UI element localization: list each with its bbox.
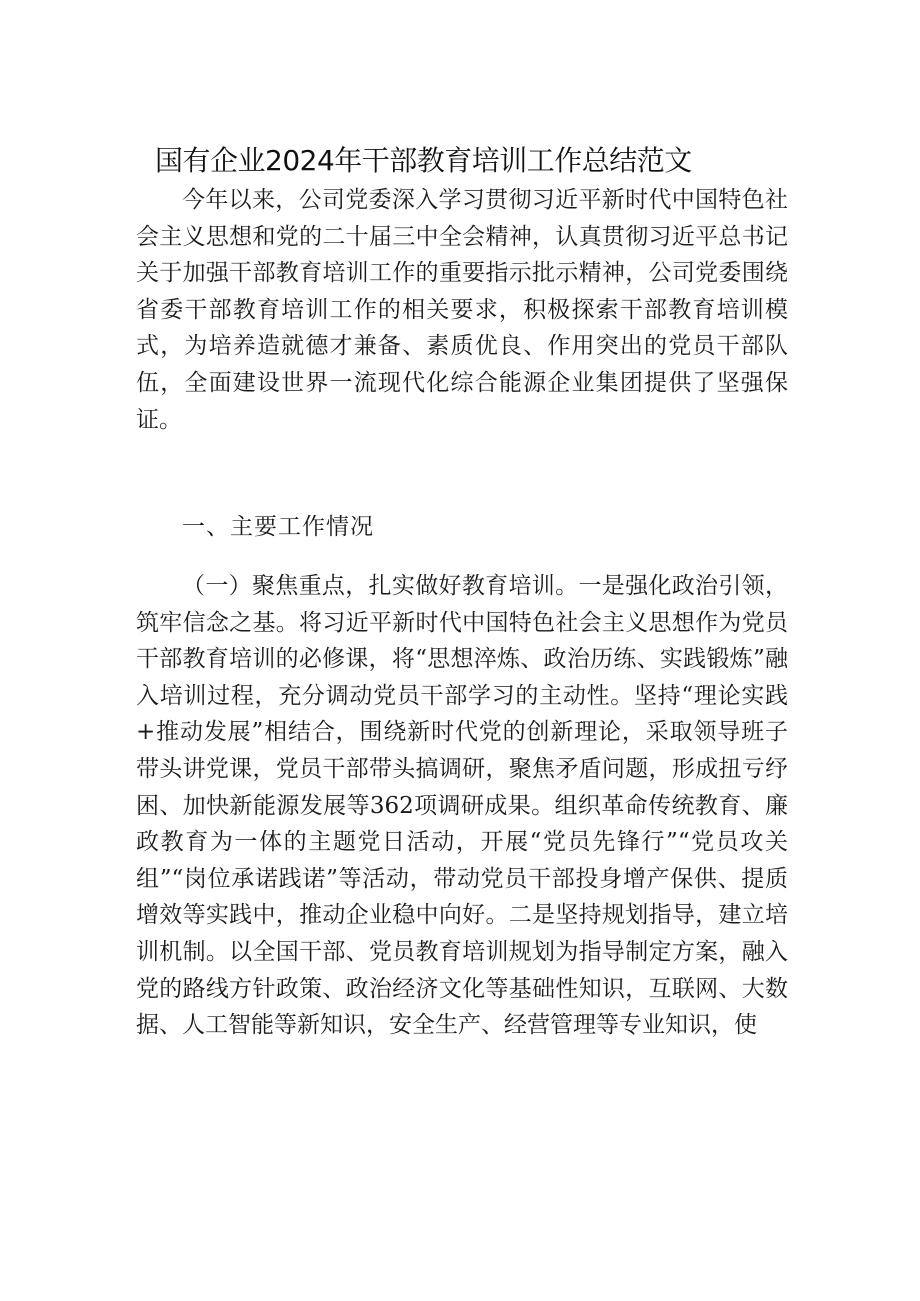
section-paragraph: （一）聚焦重点，扎实做好教育培训。一是强化政治引领，筑牢信念之基。将习近平新时代中国特色社会主义思想作为党员干部教育培训的必修课，将“思想淬炼、政治历练、实践锻炼”融入培训过程，充分调动党员干部学习的主动性。坚持“理论实践+推动发展”相结合，围绕新时代党的创新理论，采取领导班子带头讲党课，党员干部带头搞调研，聚焦矛盾问题，形成扭亏纾困、加快新能源发展等362项调研成果。组织革命传统教育、廉政教育为一体的主题党日活动，开展“党员先锋行”“党员攻关组”“岗位承诺践诺”等活动，带动党员干部投身增产保供、提质增效等实践中，推动企业稳中向好。二是坚持规划指导，建立培训机制。以全国干部、党员教育培训规划为指导制定方案，融入党的路线方针政策、政治经济文化等基础性知识，互联网、大数据、人工智能等新知识，安全生产、经营管理等专业知识，使 <box>136 573 788 1039</box>
section-heading: 一、主要工作情况 <box>182 514 374 540</box>
intro-paragraph: 今年以来，公司党委深入学习贯彻习近平新时代中国特色社会主义思想和党的二十届三中全会精神，认真贯彻习近平总书记关于加强干部教育培训工作的重要指示批示精神，公司党委围绕省委干部教育培训工作的相关要求，积极探索干部教育培训模式，为培养造就德才兼备、素质优良、作用突出的党员干部队伍，全面建设世界一流现代化综合能源企业集团提供了坚强保证。 <box>136 187 788 433</box>
document-title: 国有企业2024年干部教育培训工作总结范文 <box>155 144 692 177</box>
